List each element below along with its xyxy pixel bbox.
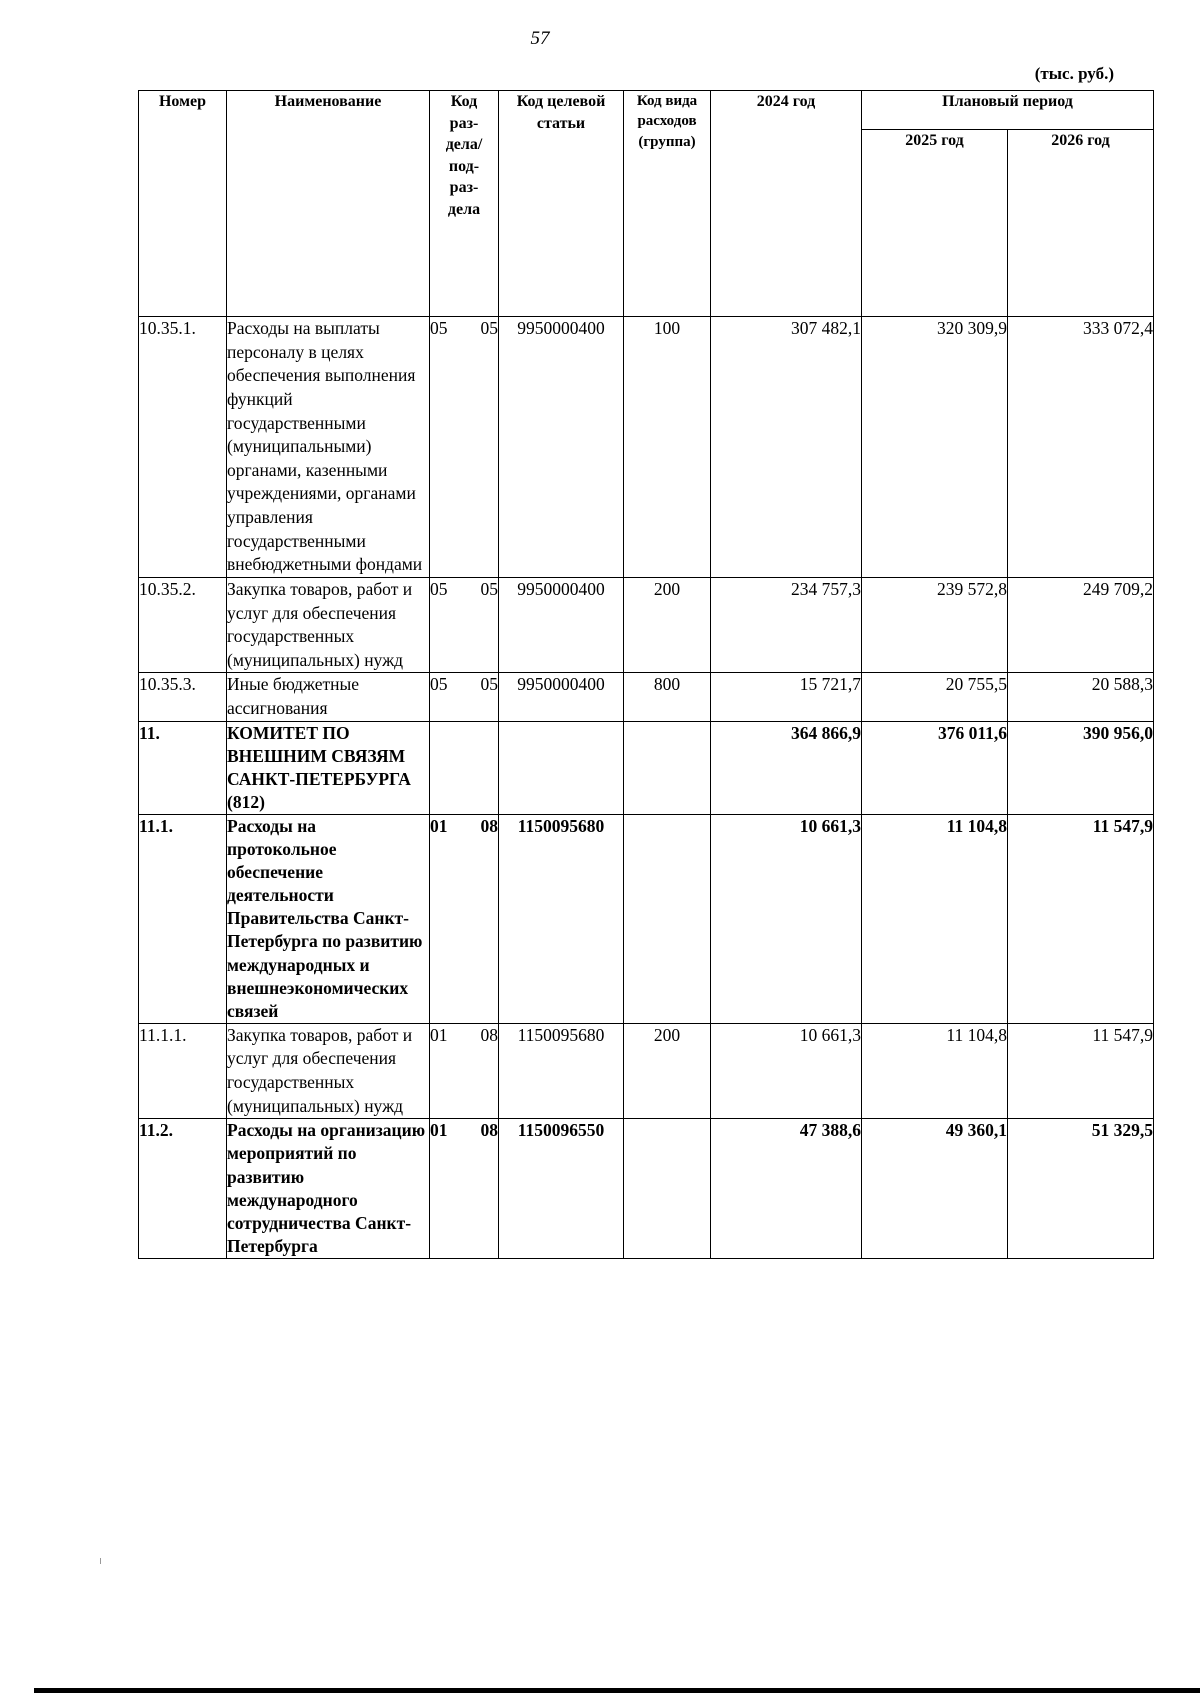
row-number: 11.2. bbox=[139, 1119, 227, 1259]
section-code: 05 bbox=[430, 578, 448, 599]
row-name: Закупка товаров, работ и услуг для обеспечения государственных (муниципальных) нужд bbox=[227, 577, 430, 673]
row-expense-type: 200 bbox=[624, 1023, 711, 1119]
row-name: Иные бюджетные ассигнования bbox=[227, 673, 430, 721]
scan-bottom-edge bbox=[34, 1688, 1200, 1693]
row-amount-2024: 10 661,3 bbox=[711, 1023, 862, 1119]
header-name: Наименование bbox=[227, 91, 430, 317]
row-amount-2026: 11 547,9 bbox=[1008, 815, 1154, 1024]
row-amount-2025: 320 309,9 bbox=[862, 317, 1008, 578]
table-row bbox=[139, 815, 1154, 1024]
row-amount-2024: 15 721,7 bbox=[711, 673, 862, 721]
row-section-code bbox=[430, 1119, 499, 1259]
header-year-2026: 2026 год bbox=[1008, 130, 1154, 317]
row-section-code bbox=[430, 673, 499, 721]
row-name: Расходы на протокольное обеспечение деятельности Правительства Санкт-Петербурга по развитию международных и внешнеэкономических связей bbox=[227, 815, 430, 1024]
subsection-code: 05 bbox=[480, 578, 498, 599]
row-number: 11.1.1. bbox=[139, 1023, 227, 1119]
row-number: 10.35.2. bbox=[139, 577, 227, 673]
row-amount-2026: 333 072,4 bbox=[1008, 317, 1154, 578]
row-amount-2024: 10 661,3 bbox=[711, 815, 862, 1024]
row-name: Расходы на организацию мероприятий по развитию международного сотрудничества Санкт-Петербурга bbox=[227, 1119, 430, 1259]
page-number: 57 bbox=[530, 28, 550, 49]
row-name: Расходы на выплаты персоналу в целях обеспечения выполнения функций государственными (муниципальными) органами, казенными учреждениями, органами управления государственными внебюджетными фондами bbox=[227, 317, 430, 578]
units-label: (тыс. руб.) bbox=[1034, 64, 1114, 83]
budget-table bbox=[138, 90, 1154, 1259]
row-target-code bbox=[499, 721, 624, 814]
subsection-code: 08 bbox=[480, 1024, 498, 1045]
section-code: 01 bbox=[430, 816, 448, 836]
row-target-code: 9950000400 bbox=[499, 673, 624, 721]
row-amount-2025: 20 755,5 bbox=[862, 673, 1008, 721]
row-target-code: 9950000400 bbox=[499, 577, 624, 673]
header-year-2024: 2024 год bbox=[711, 91, 862, 317]
row-expense-type bbox=[624, 721, 711, 814]
table-row bbox=[139, 721, 1154, 814]
table-row bbox=[139, 673, 1154, 721]
subsection-code: 08 bbox=[480, 816, 498, 836]
table-row bbox=[139, 1119, 1154, 1259]
row-amount-2025: 11 104,8 bbox=[862, 815, 1008, 1024]
section-code: 05 bbox=[430, 674, 448, 695]
row-number: 11. bbox=[139, 721, 227, 814]
row-amount-2026: 249 709,2 bbox=[1008, 577, 1154, 673]
row-amount-2025: 239 572,8 bbox=[862, 577, 1008, 673]
header-number: Номер bbox=[139, 91, 227, 317]
section-code: 01 bbox=[430, 1024, 448, 1045]
row-expense-type: 200 bbox=[624, 577, 711, 673]
row-amount-2026: 20 588,3 bbox=[1008, 673, 1154, 721]
header-planning-period: Плановый период bbox=[862, 91, 1154, 130]
row-section-code bbox=[430, 721, 499, 814]
header-year-2025: 2025 год bbox=[862, 130, 1008, 317]
row-target-code: 1150095680 bbox=[499, 1023, 624, 1119]
row-amount-2026: 390 956,0 bbox=[1008, 721, 1154, 814]
row-name: КОМИТЕТ ПО ВНЕШНИМ СВЯЗЯМ САНКТ-ПЕТЕРБУРГА (812) bbox=[227, 721, 430, 814]
row-target-code: 1150095680 bbox=[499, 815, 624, 1024]
row-expense-type: 100 bbox=[624, 317, 711, 578]
scan-mark bbox=[100, 1558, 101, 1564]
subsection-code: 05 bbox=[480, 674, 498, 695]
row-number: 10.35.3. bbox=[139, 673, 227, 721]
row-amount-2025: 49 360,1 bbox=[862, 1119, 1008, 1259]
header-expense-type: Код вида расходов (группа) bbox=[624, 91, 711, 317]
row-amount-2024: 234 757,3 bbox=[711, 577, 862, 673]
subsection-code: 05 bbox=[480, 318, 498, 338]
row-section-code bbox=[430, 317, 499, 578]
row-section-code bbox=[430, 815, 499, 1024]
row-name: Закупка товаров, работ и услуг для обеспечения государственных (муниципальных) нужд bbox=[227, 1023, 430, 1119]
row-amount-2024: 47 388,6 bbox=[711, 1119, 862, 1259]
header-section-code: Код раз- дела/ под- раз- дела bbox=[430, 91, 499, 317]
table-row bbox=[139, 317, 1154, 578]
table-row bbox=[139, 1023, 1154, 1119]
header-target-code: Код целевой статьи bbox=[499, 91, 624, 317]
row-amount-2026: 51 329,5 bbox=[1008, 1119, 1154, 1259]
row-expense-type bbox=[624, 815, 711, 1024]
row-expense-type: 800 bbox=[624, 673, 711, 721]
row-expense-type bbox=[624, 1119, 711, 1259]
row-amount-2026: 11 547,9 bbox=[1008, 1023, 1154, 1119]
row-amount-2024: 307 482,1 bbox=[711, 317, 862, 578]
row-number: 10.35.1. bbox=[139, 317, 227, 578]
row-amount-2025: 11 104,8 bbox=[862, 1023, 1008, 1119]
row-section-code bbox=[430, 1023, 499, 1119]
section-code: 01 bbox=[430, 1120, 448, 1141]
row-amount-2025: 376 011,6 bbox=[862, 721, 1008, 814]
row-amount-2024: 364 866,9 bbox=[711, 721, 862, 814]
section-code: 05 bbox=[430, 318, 448, 338]
table-row bbox=[139, 577, 1154, 673]
row-number: 11.1. bbox=[139, 815, 227, 1024]
row-target-code: 1150096550 bbox=[499, 1119, 624, 1259]
row-section-code bbox=[430, 577, 499, 673]
subsection-code: 08 bbox=[480, 1120, 498, 1141]
row-target-code: 9950000400 bbox=[499, 317, 624, 578]
